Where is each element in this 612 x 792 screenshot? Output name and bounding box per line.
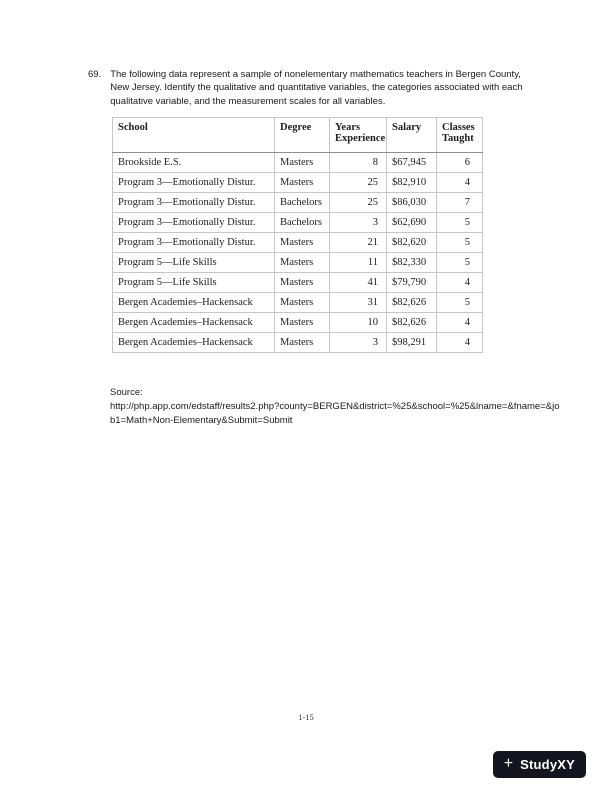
- table-cell-classes-taught: 4: [437, 333, 483, 353]
- table-cell-school: Program 5—Life Skills: [113, 273, 275, 293]
- table-row: [113, 253, 483, 273]
- table-cell-degree: Masters: [275, 153, 330, 173]
- question-number: 69.: [88, 69, 102, 80]
- table-row: [113, 293, 483, 313]
- table-cell-classes-taught: 5: [437, 293, 483, 313]
- table-header-row: [113, 118, 483, 153]
- table-cell-degree: Masters: [275, 333, 330, 353]
- table-cell-salary: $86,030: [387, 193, 437, 213]
- table-cell-salary: $82,910: [387, 173, 437, 193]
- table-row: [113, 273, 483, 293]
- source-block: [110, 386, 562, 427]
- column-header-classes-taught: Classes Taught: [437, 118, 483, 153]
- table-cell-salary: $98,291: [387, 333, 437, 353]
- table-cell-salary: $62,690: [387, 213, 437, 233]
- table-row: [113, 313, 483, 333]
- table-cell-school: Program 3—Emotionally Distur.: [113, 213, 275, 233]
- table-cell-school: Bergen Academies–Hackensack: [113, 313, 275, 333]
- table-cell-school: Brookside E.S.: [113, 153, 275, 173]
- table-cell-classes-taught: 6: [437, 153, 483, 173]
- table-cell-school: Bergen Academies–Hackensack: [113, 293, 275, 313]
- table-cell-classes-taught: 7: [437, 193, 483, 213]
- table-cell-salary: $67,945: [387, 153, 437, 173]
- table-cell-degree: Masters: [275, 233, 330, 253]
- table-cell-years-experience: 21: [330, 233, 387, 253]
- table-header: [113, 118, 483, 153]
- table-cell-years-experience: 10: [330, 313, 387, 333]
- logo-text: StudyXY: [520, 757, 575, 772]
- table-cell-years-experience: 41: [330, 273, 387, 293]
- table-cell-school: Program 3—Emotionally Distur.: [113, 193, 275, 213]
- table-cell-classes-taught: 5: [437, 253, 483, 273]
- table-cell-classes-taught: 5: [437, 233, 483, 253]
- table-cell-degree: Masters: [275, 173, 330, 193]
- table-cell-years-experience: 25: [330, 193, 387, 213]
- table-row: [113, 173, 483, 193]
- table-cell-school: Program 5—Life Skills: [113, 253, 275, 273]
- table-cell-years-experience: 3: [330, 333, 387, 353]
- table-cell-years-experience: 31: [330, 293, 387, 313]
- table-row: [113, 153, 483, 173]
- table-cell-degree: Bachelors: [275, 193, 330, 213]
- question-text: The following data represent a sample of nonelementary mathematics teachers in Bergen County, New Jersey. Identify the qualitative and quantitative variables, the categories associated with each qualitative variable, and the measurement scales for all variables.: [110, 69, 523, 107]
- table-cell-years-experience: 11: [330, 253, 387, 273]
- table-cell-school: Bergen Academies–Hackensack: [113, 333, 275, 353]
- table-cell-classes-taught: 4: [437, 273, 483, 293]
- table-cell-salary: $82,620: [387, 233, 437, 253]
- question-block: [88, 68, 540, 108]
- table-row: [113, 213, 483, 233]
- table-cell-years-experience: 8: [330, 153, 387, 173]
- table-cell-salary: $79,790: [387, 273, 437, 293]
- table-cell-degree: Masters: [275, 253, 330, 273]
- column-header-degree: Degree: [275, 118, 330, 153]
- table-cell-classes-taught: 5: [437, 213, 483, 233]
- column-header-years-experience: Years Experience: [330, 118, 387, 153]
- table-cell-degree: Masters: [275, 273, 330, 293]
- studyxy-logo: [493, 751, 586, 778]
- table-cell-salary: $82,626: [387, 313, 437, 333]
- column-header-salary: Salary: [387, 118, 437, 153]
- table-cell-degree: Bachelors: [275, 213, 330, 233]
- table-cell-salary: $82,626: [387, 293, 437, 313]
- table-row: [113, 193, 483, 213]
- table-cell-salary: $82,330: [387, 253, 437, 273]
- table-cell-classes-taught: 4: [437, 173, 483, 193]
- table-row: [113, 333, 483, 353]
- table-cell-classes-taught: 4: [437, 313, 483, 333]
- table-cell-degree: Masters: [275, 293, 330, 313]
- table-cell-years-experience: 25: [330, 173, 387, 193]
- table-row: [113, 233, 483, 253]
- source-url: http://php.app.com/edstaff/results2.php?county=BERGEN&district=%25&school=%25&lname=&fname=&job1=Math+Non-Elementary&Submit=Submit: [110, 400, 560, 426]
- source-label: Source:: [110, 387, 143, 398]
- table-cell-years-experience: 3: [330, 213, 387, 233]
- page-number: 1-15: [298, 712, 314, 722]
- teachers-data-table: [112, 117, 483, 353]
- plus-icon: +: [503, 754, 514, 772]
- table-cell-degree: Masters: [275, 313, 330, 333]
- table-cell-school: Program 3—Emotionally Distur.: [113, 173, 275, 193]
- table-cell-school: Program 3—Emotionally Distur.: [113, 233, 275, 253]
- table-body: [113, 153, 483, 353]
- column-header-school: School: [113, 118, 275, 153]
